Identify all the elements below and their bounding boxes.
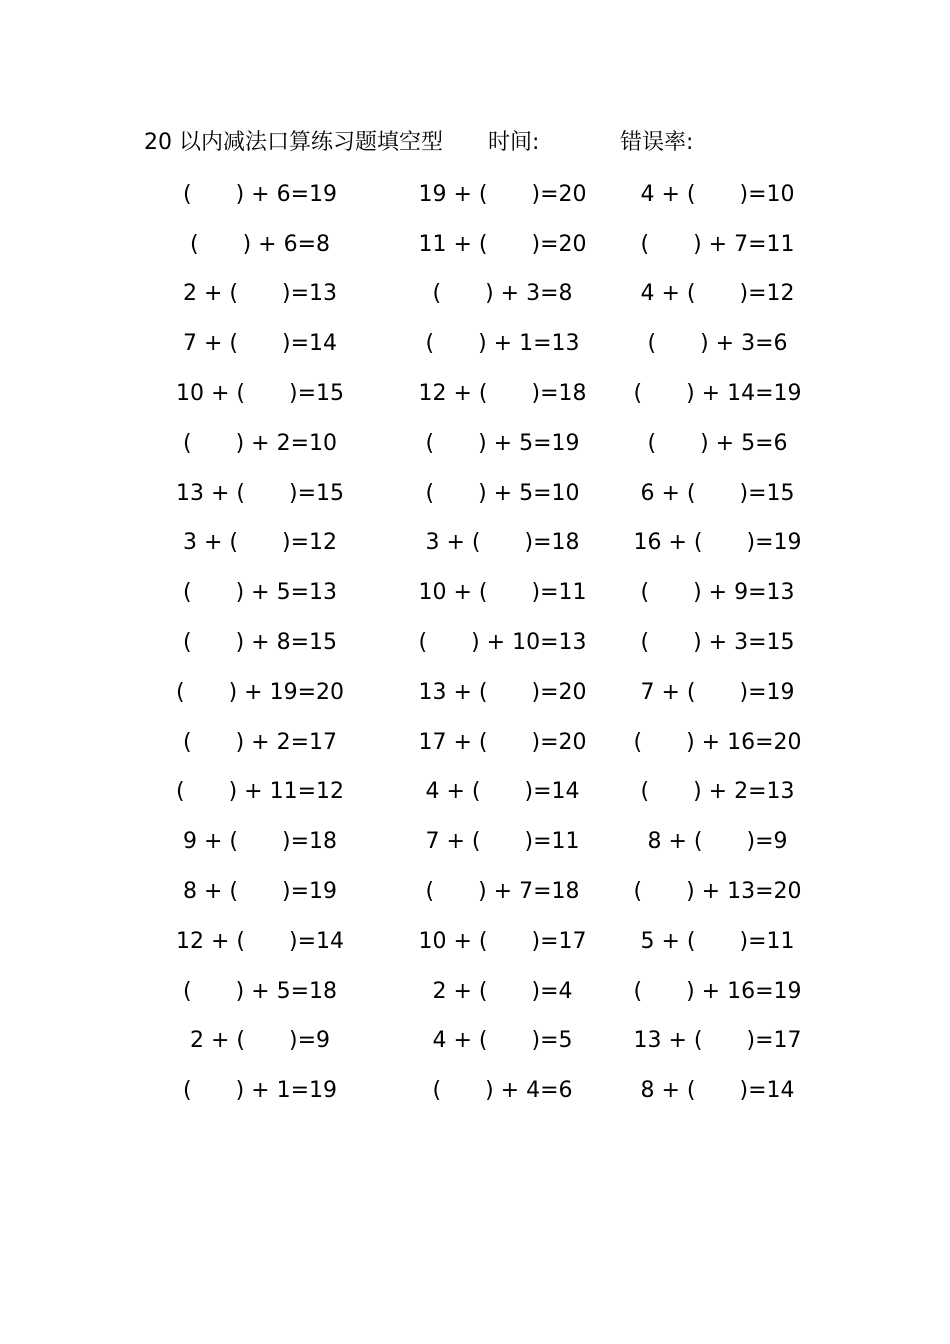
problem-r4-c2: ( ) + 1=13 — [425, 331, 580, 357]
problem-r13-c2: 4 + ( )=14 — [425, 779, 580, 805]
problem-r2-c1: ( ) + 6=8 — [189, 231, 330, 257]
problem-r16-c2: 10 + ( )=17 — [418, 928, 587, 954]
problem-r9-c1: ( ) + 5=13 — [182, 580, 337, 606]
problem-r3-c3: 4 + ( )=12 — [640, 281, 795, 307]
problem-r8-c3: 16 + ( )=19 — [633, 530, 802, 556]
problem-r3-c2: ( ) + 3=8 — [432, 281, 573, 307]
problem-r5-c2: 12 + ( )=18 — [418, 381, 587, 407]
problem-r17-c1: ( ) + 5=18 — [182, 978, 337, 1004]
problem-r6-c1: ( ) + 2=10 — [182, 430, 337, 456]
problem-r15-c1: 8 + ( )=19 — [182, 879, 337, 905]
problem-r19-c3: 8 + ( )=14 — [640, 1078, 795, 1104]
problem-r5-c1: 10 + ( )=15 — [175, 381, 344, 407]
problem-r4-c3: ( ) + 3=6 — [647, 331, 788, 357]
problem-r6-c3: ( ) + 5=6 — [647, 430, 788, 456]
problem-r19-c2: ( ) + 4=6 — [432, 1078, 573, 1104]
error-rate-label: 错误率: — [620, 130, 694, 155]
problem-r18-c1: 2 + ( )=9 — [189, 1028, 330, 1054]
problem-r17-c2: 2 + ( )=4 — [432, 978, 573, 1004]
problem-grid — [140, 170, 810, 1116]
problem-r14-c2: 7 + ( )=11 — [425, 829, 580, 855]
problem-r12-c1: ( ) + 2=17 — [182, 729, 337, 755]
worksheet-title: 20 以内减法口算练习题填空型 — [144, 130, 443, 155]
problem-r3-c1: 2 + ( )=13 — [182, 281, 337, 307]
problem-r2-c3: ( ) + 7=11 — [640, 231, 795, 257]
problem-r2-c2: 11 + ( )=20 — [418, 231, 587, 257]
problem-r13-c3: ( ) + 2=13 — [640, 779, 795, 805]
problem-r10-c3: ( ) + 3=15 — [640, 630, 795, 656]
problem-r13-c1: ( ) + 11=12 — [175, 779, 344, 805]
problem-r8-c2: 3 + ( )=18 — [425, 530, 580, 556]
problem-r1-c1: ( ) + 6=19 — [182, 181, 337, 207]
problem-r9-c2: 10 + ( )=11 — [418, 580, 587, 606]
problem-r16-c3: 5 + ( )=11 — [640, 928, 795, 954]
problem-r16-c1: 12 + ( )=14 — [175, 928, 344, 954]
problem-r11-c3: 7 + ( )=19 — [640, 679, 795, 705]
problem-r10-c1: ( ) + 8=15 — [182, 630, 337, 656]
problem-r18-c3: 13 + ( )=17 — [633, 1028, 802, 1054]
problem-r7-c1: 13 + ( )=15 — [175, 480, 344, 506]
problem-r18-c2: 4 + ( )=5 — [432, 1028, 573, 1054]
problem-r6-c2: ( ) + 5=19 — [425, 430, 580, 456]
problem-r17-c3: ( ) + 16=19 — [633, 978, 802, 1004]
problem-r19-c1: ( ) + 1=19 — [182, 1078, 337, 1104]
time-label: 时间: — [488, 130, 540, 155]
problem-r15-c2: ( ) + 7=18 — [425, 879, 580, 905]
problem-r14-c3: 8 + ( )=9 — [647, 829, 788, 855]
problem-r1-c2: 19 + ( )=20 — [418, 181, 587, 207]
problem-r7-c3: 6 + ( )=15 — [640, 480, 795, 506]
worksheet-header — [144, 126, 844, 160]
problem-r5-c3: ( ) + 14=19 — [633, 381, 802, 407]
problem-r11-c1: ( ) + 19=20 — [175, 679, 344, 705]
problem-r8-c1: 3 + ( )=12 — [182, 530, 337, 556]
problem-r12-c2: 17 + ( )=20 — [418, 729, 587, 755]
problem-r7-c2: ( ) + 5=10 — [425, 480, 580, 506]
problem-r9-c3: ( ) + 9=13 — [640, 580, 795, 606]
problem-r14-c1: 9 + ( )=18 — [182, 829, 337, 855]
problem-r4-c1: 7 + ( )=14 — [182, 331, 337, 357]
problem-r1-c3: 4 + ( )=10 — [640, 181, 795, 207]
problem-r10-c2: ( ) + 10=13 — [418, 630, 587, 656]
problem-r15-c3: ( ) + 13=20 — [633, 879, 802, 905]
problem-r12-c3: ( ) + 16=20 — [633, 729, 802, 755]
problem-r11-c2: 13 + ( )=20 — [418, 679, 587, 705]
